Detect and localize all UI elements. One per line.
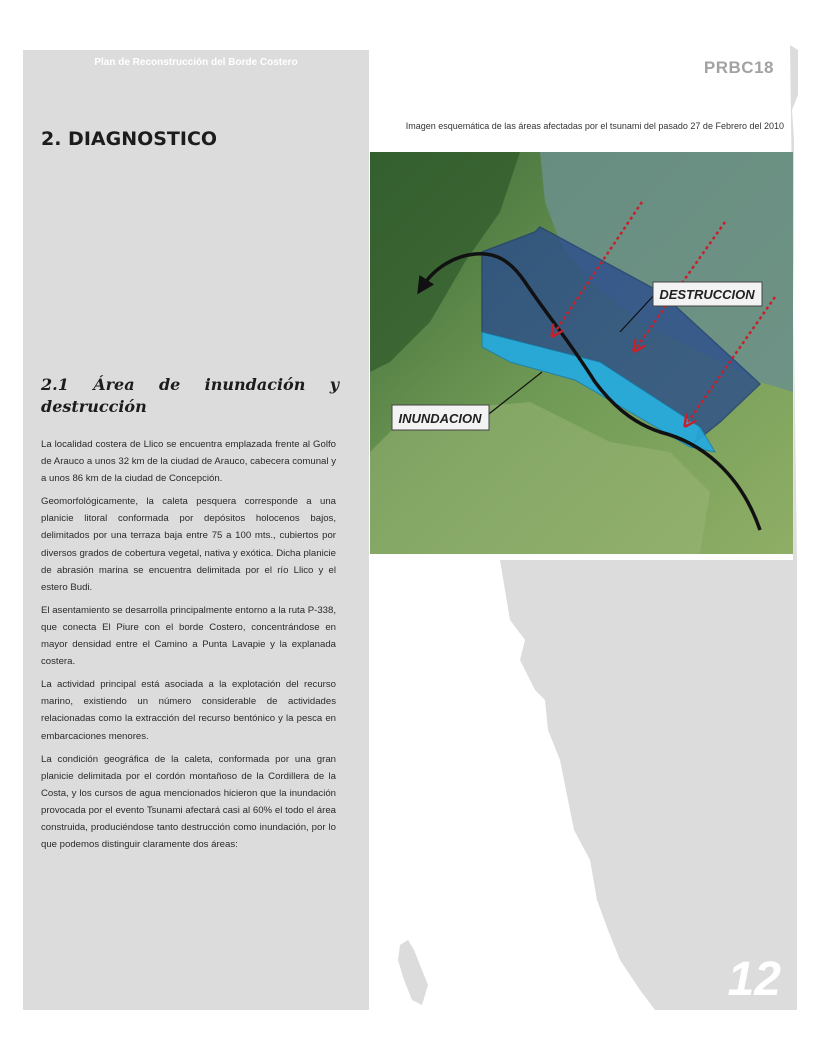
paragraph: La condición geográfica de la caleta, conformada por una gran planicie delimitada por el cordón montañoso de la Cordillera de la Costa, y los cursos de agua mencionados hicieron que la inundación provocada por el evento Tsunami afectará casi al 60% el todo el área construida, produciéndose tanto destrucción como inundación, por lo que podemos distinguir claramente dos áreas:	[41, 753, 336, 851]
body-text	[41, 436, 336, 859]
svg-text:INUNDACION: INUNDACION	[398, 411, 482, 426]
paragraph: La actividad principal está asociada a la explotación del recurso marino, existiendo un número considerable de actividades relacionadas como la extracción del recurso bentónico y la pesca en embarcaciones menores.	[41, 679, 336, 742]
tsunami-area-map	[370, 152, 793, 554]
document-code: PRBC18	[703, 58, 774, 77]
plan-title: Plan de Reconstrucción del Borde Costero	[94, 57, 298, 68]
section-title: 2. DIAGNOSTICO	[41, 128, 218, 150]
flood-label	[392, 405, 489, 430]
figure-caption: Imagen esquemática de las áreas afectadas por el tsunami del pasado 27 de Febrero del 2010	[405, 121, 784, 131]
page-number: 12	[727, 953, 781, 1006]
svg-text:DESTRUCCION: DESTRUCCION	[659, 287, 755, 302]
map-graphic	[370, 152, 793, 554]
subsection-title: 2.1 Área de inundación y destrucción	[41, 375, 339, 416]
paragraph: La localidad costera de Llico se encuentra emplazada frente al Golfo de Arauco a unos 32 km de la ciudad de Arauco, cabecera comunal y a unos 86 km de la ciudad de Concepción.	[41, 439, 336, 485]
paragraph: Geomorfológicamente, la caleta pesquera corresponde a una planicie litoral conformada por depósitos holocenos bajos, delimitados por una terraza baja entre 75 a 100 mts., cubiertos por diversos grados de cobertura vegetal, nativa y exótica. Dicha planicie de abrasión marina se encuentra delimitada por el río Llico y el estero Budi.	[41, 496, 336, 593]
paragraph: El asentamiento se desarrolla principalmente entorno a la ruta P-338, que conecta El Piure con el borde Costero, concentrándose en mayor densidad entre el Camino a Punta Lavapie y la explanada costera.	[41, 604, 336, 668]
destruction-label	[653, 282, 762, 306]
